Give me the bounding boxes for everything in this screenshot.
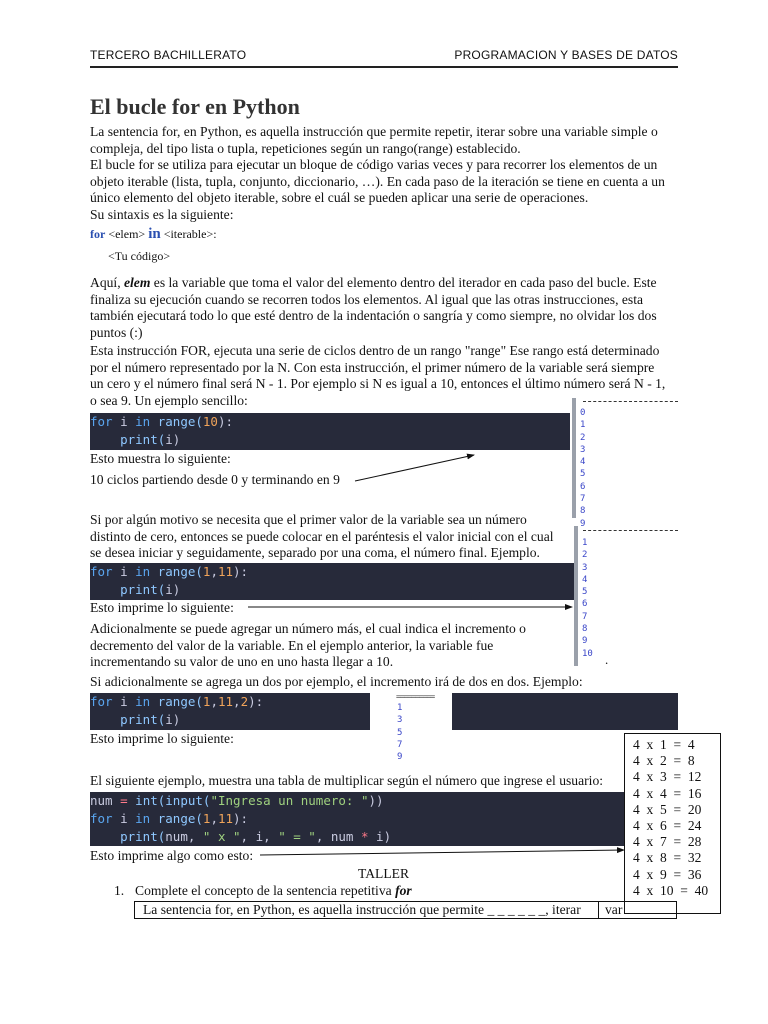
output-line: 1 — [397, 703, 403, 713]
prints-text-2: Esto imprime lo siguiente: — [90, 731, 234, 746]
two-paragraph: Si adicionalmente se agrega un dos por ejemplo, el incremento irá de dos en dos. Ejemplo: — [90, 674, 583, 689]
code-num: 1 — [202, 564, 211, 579]
code-keyword: for — [90, 414, 113, 429]
increment-line: incrementando su valor de uno en uno hasta llegar a 10. — [90, 654, 394, 670]
header-right: PROGRAMACION Y BASES DE DATOS — [454, 48, 678, 62]
code-block-3 — [90, 693, 370, 730]
code-fn: range( — [150, 811, 203, 826]
code-punct: ) — [172, 582, 181, 597]
code-var: i — [165, 582, 173, 597]
answer-cell-2: var — [605, 902, 623, 917]
output-2 — [582, 537, 593, 660]
syntax-in: in — [148, 226, 161, 242]
intro-line: El bucle for se utiliza para ejecutar un bloque de código varias veces y para recorrer los elementos de un — [90, 157, 658, 173]
code-var: , i, — [240, 829, 279, 844]
code-keyword: in — [135, 414, 151, 429]
code-fn: int(input( — [127, 793, 211, 808]
range-line: por el número representado por la N. Con esta instrucción, el primer número de la variable será siempre — [90, 359, 655, 375]
output-line: 5 — [582, 587, 588, 598]
multiplication-table — [624, 733, 721, 914]
taller-item-number: 1. — [114, 883, 125, 898]
code-var: i) — [368, 829, 392, 844]
output-line: 9 — [582, 636, 588, 647]
taller-item-em: for — [395, 883, 412, 898]
intro-line: La sentencia for, en Python, es aquella instrucción que permite repetir, iterar sobre una variable simple o — [90, 124, 658, 139]
output-line: 5 — [580, 469, 586, 480]
prints-text: Esto imprime lo siguiente: — [90, 600, 234, 615]
code-fn: print( — [90, 582, 166, 597]
answer-box — [134, 901, 677, 919]
table-row: 4 x 4 = 16 — [633, 785, 702, 801]
code-fn: print( — [90, 829, 166, 844]
code-punct: ) — [172, 712, 181, 727]
output-line: 6 — [582, 599, 588, 610]
code-string: " = " — [278, 829, 316, 844]
output-scrollbar — [574, 526, 578, 666]
taller-heading: TALLER — [358, 866, 410, 881]
intro-line: Su sintaxis es la siguiente: — [90, 206, 234, 222]
code-num: 1 — [202, 811, 211, 826]
code-punct: )) — [368, 793, 384, 808]
code-block-2 — [90, 563, 574, 600]
code-var: i — [165, 432, 173, 447]
start-line: distinto de cero, entonces se puede colocar en el paréntesis el valor inicial con el cual — [90, 528, 554, 544]
code-keyword: in — [135, 811, 151, 826]
output-line: 0 — [580, 408, 586, 418]
code-var: , num — [315, 829, 361, 844]
output-line: 3 — [582, 562, 588, 573]
table-row: 4 x 9 = 36 — [633, 866, 702, 882]
output-line: 10 — [582, 648, 593, 659]
code-num: 2 — [240, 694, 249, 709]
code-string: "Ingresa un numero: " — [210, 793, 369, 808]
code-fn: print( — [90, 712, 166, 727]
code-num: 11 — [217, 811, 234, 826]
table-row: 4 x 2 = 8 — [633, 753, 695, 769]
elem-em: elem — [123, 275, 151, 290]
code-block-3-extension — [452, 693, 678, 730]
code-var: i — [112, 694, 136, 709]
table-row: 4 x 10 = 40 — [633, 882, 709, 898]
code-keyword: for — [90, 694, 113, 709]
start-line: Si por algún motivo se necesita que el primer valor de la variable sea un número — [90, 512, 527, 527]
code-var: i — [112, 414, 136, 429]
code-keyword: for — [90, 811, 113, 826]
elem-rest: es la variable que toma el valor del elemento dentro del iterador en cada paso del bucle. Este — [150, 275, 657, 290]
code-var: i — [165, 712, 173, 727]
output-line: 4 — [580, 457, 586, 468]
output-line: 2 — [582, 550, 588, 561]
output-line: 1 — [582, 538, 588, 548]
arrow-3 — [260, 850, 624, 855]
output-trail: . — [605, 652, 609, 667]
code-keyword: in — [135, 564, 151, 579]
code-var: i — [112, 564, 136, 579]
output-line: 7 — [580, 494, 586, 505]
code-num: 1 — [202, 694, 211, 709]
increment-line: Adicionalmente se puede agregar un número más, el cual indica el incremento o — [90, 621, 526, 636]
range-line: Esta instrucción FOR, ejecuta una serie de ciclos dentro de un rango "range" Ese rango está determinado — [90, 343, 660, 358]
code-punct: ): — [217, 414, 234, 429]
code-keyword: for — [90, 564, 113, 579]
start-paragraph — [90, 512, 554, 562]
answer-divider — [598, 902, 599, 918]
output-line: 6 — [580, 481, 586, 492]
output-line: 3 — [397, 715, 403, 726]
code-punct: , — [233, 694, 241, 709]
code-punct: ): — [248, 694, 264, 709]
code-string: " x " — [202, 829, 241, 844]
code-punct: , — [210, 564, 218, 579]
table-row: 4 x 3 = 12 — [633, 769, 702, 785]
intro-line: único elemento del objeto iterable, sobre el cuál se pueden aplicar una serie de operaciones. — [90, 190, 589, 206]
output-line: 8 — [580, 506, 586, 517]
elem-line: finaliza su ejecución cuando se recorren todos los elementos. Al igual que las otras instrucciones, esta — [90, 291, 644, 307]
elem-line: puntos (:) — [90, 324, 143, 340]
table-row: 4 x 5 = 20 — [633, 801, 702, 817]
range-line: o sea 9. Un ejemplo sencillo: — [90, 392, 248, 408]
elem-line: también ejecutará todo lo que esté dentro de la indentación o sangría y como siempre, no olvidar los dos — [90, 308, 657, 324]
arrow-1 — [355, 455, 474, 481]
output-separator — [583, 530, 678, 531]
increment-paragraph — [90, 621, 526, 671]
output-line: 8 — [582, 624, 588, 635]
syntax-iterable: <iterable>: — [163, 227, 217, 241]
output-line: 2 — [580, 432, 586, 443]
table-row: 4 x 1 = 4 — [633, 737, 695, 752]
output-3-separator: ========== — [396, 692, 435, 701]
table-paragraph: El siguiente ejemplo, muestra una tabla de multiplicar según el número que ingrese el usuario: — [90, 773, 604, 788]
output-line: 4 — [582, 574, 588, 585]
cycles-text: 10 ciclos partiendo desde 0 y terminando en 9 — [90, 472, 340, 487]
start-line: se desea iniciar y seguidamente, separado por una coma, el número final. Ejemplo. — [90, 545, 540, 561]
syntax-body: <Tu código> — [108, 249, 171, 263]
table-row: 4 x 6 = 24 — [633, 818, 702, 834]
code-var: i — [112, 811, 136, 826]
answer-cell-1: La sentencia for, en Python, es aquella instrucción que permite _ _ _ _ _ _, iterar — [143, 902, 581, 917]
code-fn: range( — [150, 694, 203, 709]
taller-item-text: Complete el concepto de la sentencia repetitiva — [135, 883, 396, 898]
code-fn: range( — [150, 414, 203, 429]
code-punct: , — [210, 811, 218, 826]
prints-like-text: Esto imprime algo como esto: — [90, 848, 254, 863]
output-line: 7 — [582, 611, 588, 622]
syntax-elem: <elem> — [108, 227, 146, 241]
output-line: 1 — [580, 420, 586, 431]
output-line: 3 — [580, 444, 586, 455]
code-punct: ): — [233, 811, 249, 826]
code-num: 11 — [217, 694, 234, 709]
code-punct: , — [210, 694, 218, 709]
shows-text: Esto muestra lo siguiente: — [90, 451, 231, 466]
code-op: = — [120, 793, 128, 808]
table-row: 4 x 7 = 28 — [633, 834, 702, 850]
code-op: * — [360, 829, 369, 844]
page-title: El bucle for en Python — [90, 94, 300, 119]
code-punct: ) — [172, 432, 181, 447]
code-keyword: in — [135, 694, 151, 709]
intro-line: objeto iterable (lista, tupla, conjunto, diccionario, …). En cada paso de la iteración se tiene en cuenta a un — [90, 173, 665, 189]
output-line: 5 — [397, 727, 403, 738]
range-line: un cero y el número final será N - 1. Por ejemplo si N es igual a 10, entonces el último número será N - 1, — [90, 376, 666, 392]
taller-item — [135, 883, 412, 899]
code-block-4 — [90, 792, 624, 846]
output-line: 9 — [580, 518, 586, 529]
table-row: 4 x 8 = 32 — [633, 850, 702, 866]
elem-lead: Aquí, — [90, 275, 124, 290]
code-var: num, — [165, 829, 203, 844]
code-punct: ): — [233, 564, 249, 579]
output-line: 7 — [397, 739, 403, 750]
header-left: TERCERO BACHILLERATO — [90, 48, 247, 62]
output-3 — [397, 702, 402, 763]
code-fn: print( — [90, 432, 166, 447]
code-num: 10 — [202, 414, 218, 429]
increment-line: decremento del valor de la variable. En el ejemplo anterior, la variable fue — [90, 637, 494, 653]
code-fn: range( — [150, 564, 203, 579]
output-line: 9 — [397, 752, 403, 763]
syntax-for: for — [90, 227, 106, 241]
code-var: num — [90, 793, 121, 808]
intro-line: compleja, del tipo lista o tupla, repeticiones según un rango(range) establecido. — [90, 140, 521, 156]
code-num: 11 — [217, 564, 234, 579]
